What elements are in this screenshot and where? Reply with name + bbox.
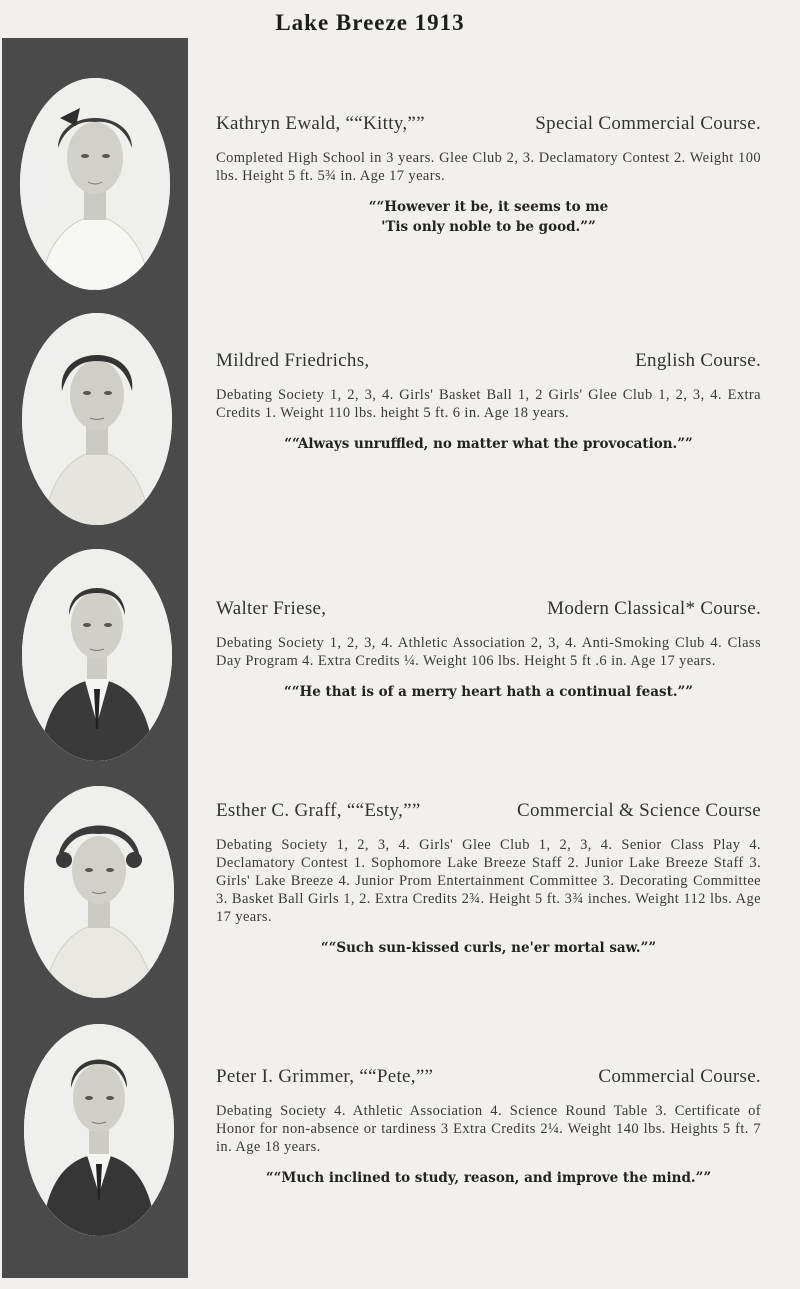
name-line [216, 800, 761, 822]
entry-esther-graff [216, 800, 761, 958]
portrait-kathryn-ewald [20, 78, 170, 290]
student-quote: ““Much inclined to study, reason, and improve the mind.”” [265, 1170, 712, 1186]
entry-walter-friese [216, 598, 761, 702]
portrait-esther-graff [24, 786, 174, 998]
student-course: Modern Classical* Course. [547, 598, 761, 619]
portrait-walter-friese [22, 549, 172, 761]
student-quote: ““Always unruffled, no matter what the provocation.”” [284, 436, 693, 452]
student-details: Debating Society 1, 2, 3, 4. Girls' Glee Club 1, 2, 3, 4. Senior Class Play 4. Declamatory Contest 1. Sophomore Lake Breeze Staff 2. Junior Lake Breeze Staff 3. Girls' Lake Breeze 4. Junior Prom Entertainment Committee 3. Decorating Committee 3. Basket Ball Girls 1, 2. Extra Credits 2¾. Height 5 ft. 3¾ inches. Weight 112 lbs. Age 17 years. [216, 837, 761, 925]
name-line [216, 350, 761, 372]
student-name: Kathryn Ewald, ““Kitty,”” [216, 113, 425, 134]
portrait-peter-grimmer [24, 1024, 174, 1236]
student-course: English Course. [635, 350, 761, 371]
entry-kathryn-ewald [216, 113, 761, 237]
student-quote: ““He that is of a merry heart hath a continual feast.”” [283, 684, 694, 700]
student-details: Debating Society 4. Athletic Association 4. Science Round Table 3. Certificate of Honor for non-absence or tardiness 3 Extra Credits 2¼. Weight 140 lbs. Heights 5 ft. 7 in. Age 18 years. [216, 1103, 761, 1155]
page-title: Lake Breeze 1913 [275, 10, 465, 35]
student-course: Commercial Course. [598, 1066, 761, 1087]
student-name: Esther C. Graff, ““Esty,”” [216, 800, 421, 821]
student-name: Mildred Friedrichs, [216, 350, 370, 371]
student-details: Debating Society 1, 2, 3, 4. Athletic Association 2, 3, 4. Anti-Smoking Club 4. Class Day Program 4. Extra Credits ¼. Weight 106 lbs. Height 5 ft .6 in. Age 17 years. [216, 635, 761, 669]
name-line [216, 113, 761, 135]
student-name: Peter I. Grimmer, ““Pete,”” [216, 1066, 434, 1087]
entry-mildred-friedrichs [216, 350, 761, 454]
student-name: Walter Friese, [216, 598, 327, 619]
student-details: Completed High School in 3 years. Glee Club 2, 3. Declamatory Contest 2. Weight 100 lbs. Height 5 ft. 5¾ in. Age 17 years. [216, 150, 761, 184]
name-line [216, 1066, 761, 1088]
student-course: Commercial & Science Course [517, 800, 761, 821]
student-quote: ““However it be, it seems to me 'Tis only noble to be good.”” [368, 199, 609, 235]
student-quote: ““Such sun-kissed curls, ne'er mortal saw.”” [320, 940, 657, 956]
student-course: Special Commercial Course. [535, 113, 761, 134]
name-line [216, 598, 761, 620]
portrait-mildred-friedrichs [22, 313, 172, 525]
student-details: Debating Society 1, 2, 3, 4. Girls' Basket Ball 1, 2 Girls' Glee Club 1, 2, 3, 4. Extra Credits 1. Weight 110 lbs. height 5 ft. 6 in. Age 18 years. [216, 387, 761, 421]
entry-peter-grimmer [216, 1066, 761, 1188]
